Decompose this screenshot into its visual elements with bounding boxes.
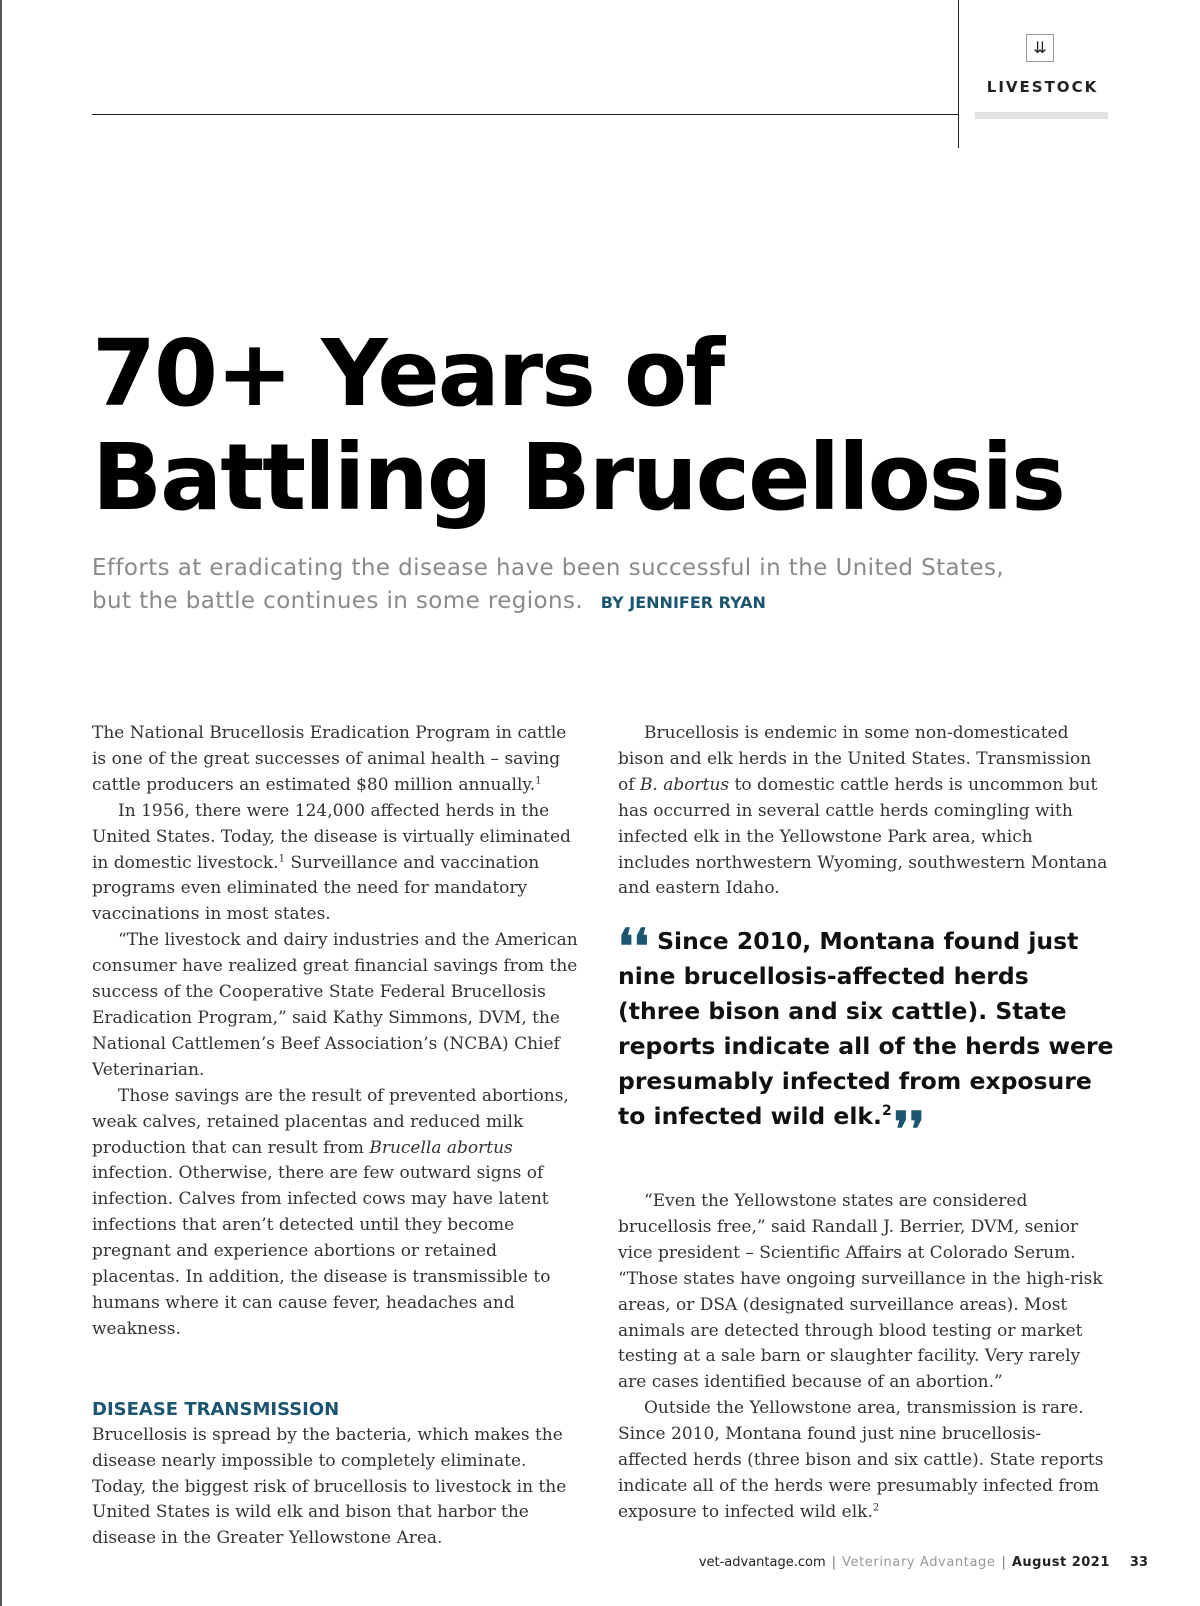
title-line-2: Battling Brucellosis: [92, 424, 1064, 531]
header-rule: [92, 114, 958, 115]
paragraph-text: to domestic cattle herds is uncommon but has occurred in several cattle herds comingling with infected elk in the Yellowstone Park area, which includes northwestern Wyoming, southwestern Montana and eastern Idaho.: [618, 774, 1108, 899]
footer-publication: Veterinary Advantage: [842, 1555, 996, 1570]
subheading: DISEASE TRANSMISSION: [92, 1398, 340, 1420]
title-line-1: 70+ Years of: [92, 320, 724, 427]
paragraph-text: Brucellosis is endemic in some non-domesticated bison and elk herds in the United States. Transmission of: [618, 723, 1092, 795]
section-label: LIVESTOCK: [986, 78, 1099, 96]
footer-date: August 2021: [1011, 1555, 1110, 1570]
paragraph-text: Brucellosis is spread by the bacteria, which makes the disease nearly impossible to completely eliminate. Today, the biggest risk of brucellosis to livestock in the United States is wild elk and bison that harbor the disease in the Greater Yellowstone Area.: [92, 1424, 567, 1549]
footnote-ref: 2: [882, 1103, 892, 1120]
paragraph: [618, 1396, 1110, 1526]
byline: BY JENNIFER RYAN: [600, 593, 766, 612]
chevron-double-down-icon: ⇊: [1026, 34, 1054, 62]
paragraph: [618, 1189, 1110, 1396]
paragraph-text: “The livestock and dairy industries and the American consumer have realized great financial savings from the success of the Cooperative State Federal Brucellosis Eradication Program,” said Kathy Simmons, DVM, the National Cattlemen’s Beef Association’s (NCBA) Chief Veterinarian.: [92, 930, 578, 1080]
page-number: 33: [1129, 1555, 1148, 1570]
paragraph-text: In 1956, there were 124,000 affected herds in the United States. Today, the disease is virtually eliminated in domestic livestock.: [92, 800, 571, 873]
pull-quote: [618, 919, 1118, 1158]
left-column: [92, 721, 582, 1552]
right-column-top: [618, 721, 1110, 902]
paragraph: [92, 799, 582, 929]
deck-text: Efforts at eradicating the disease have been successful in the United States, but the battle continues in some regions.: [92, 555, 1005, 614]
paragraph: [618, 721, 1110, 902]
page-footer: [699, 1555, 1148, 1570]
paragraph-text: “Even the Yellowstone states are considered brucellosis free,” said Randall J. Berrier, DVM, senior vice president – Scientific Affairs at Colorado Serum. “Those states have ongoing surveillance in the high-risk areas, or DSA (designated surveillance areas). Most animals are detected through blood testing or market testing at a sale barn or slaughter facility. Very rarely are cases identified because of an abortion.”: [618, 1191, 1103, 1393]
article-deck: [92, 552, 1012, 619]
article-title: [92, 322, 1092, 530]
page-edge-line: [0, 0, 2, 1606]
footnote-ref: 1: [535, 775, 542, 787]
paragraph-text: Surveillance and vaccination programs even eliminated the need for mandatory vaccinations in most states.: [92, 852, 540, 925]
paragraph-text: Those savings are the result of prevented abortions, weak calves, retained placentas and reduced milk production that can result from: [92, 1085, 569, 1158]
paragraph: [92, 721, 582, 799]
species-name: Brucella abortus: [369, 1137, 513, 1158]
footer-site: vet-advantage.com: [698, 1555, 826, 1570]
paragraph: [92, 928, 582, 1083]
pull-quote-text: Since 2010, Montana found just nine brucellosis-affected herds (three bison and six cattle). State reports indicate all of the herds were presumably infected from exposure to infected wild elk.: [618, 927, 1114, 1130]
paragraph: [92, 1084, 582, 1343]
right-column-bottom: [618, 1189, 1110, 1526]
close-quote-icon: ❜❜: [893, 1102, 925, 1158]
paragraph-text: infection. Otherwise, there are few outward signs of infection. Calves from infected cows may have latent infections that aren’t detected until they become pregnant and experience abortions or retained placentas. In addition, the disease is transmissible to humans where it can cause fever, headaches and weakness.: [92, 1163, 551, 1339]
footer-separator: |: [1001, 1555, 1006, 1570]
footer-separator: |: [831, 1555, 837, 1570]
footnote-ref: 1: [278, 852, 285, 864]
header-vertical-rule: [958, 0, 959, 148]
paragraph-text: Outside the Yellowstone area, transmission is rare. Since 2010, Montana found just nine brucellosis-affected herds (three bison and six cattle). State reports indicate all of the herds were presumably infected from exposure to infected wild elk.: [618, 1398, 1104, 1522]
open-quote-icon: ❛❛: [618, 919, 649, 975]
paragraph: [92, 1423, 582, 1553]
footnote-ref: 2: [872, 1502, 880, 1514]
paragraph-text: The National Brucellosis Eradication Program in cattle is one of the great successes of animal health – saving cattle producers an estimated $80 million annually.: [92, 723, 567, 795]
species-name: B. abortus: [639, 774, 730, 795]
section-label-bar: [975, 112, 1108, 119]
